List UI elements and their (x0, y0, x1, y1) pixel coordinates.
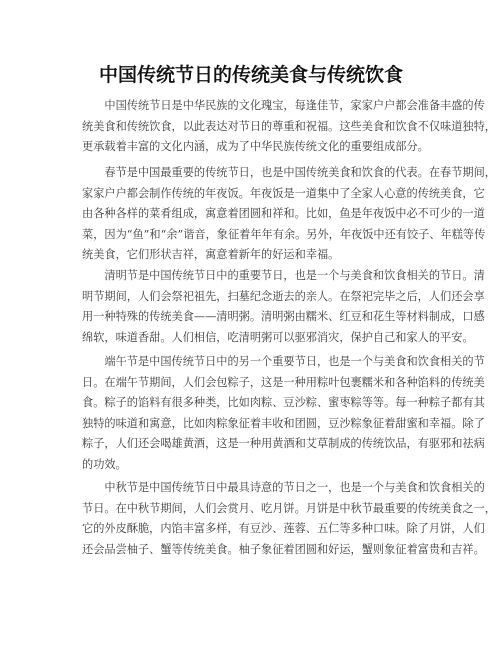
paragraph-line: 还会品尝柚子、蟹等传统美食。柚子象征着团圆和好运，蟹则象征着富贵和吉祥。 (82, 542, 485, 556)
paragraph-qingming (82, 266, 485, 348)
paragraph-line: 更承载着丰富的文化内涵，成为了中华民族传统文化的重要组成部分。 (82, 140, 429, 154)
paragraph-line: 的功效。 (82, 457, 127, 471)
document-title: 中国传统节日的传统美食与传统饮食 (98, 64, 403, 86)
paragraph-line: 它的外皮酥脆，内馅丰富多样，有豆沙、莲蓉、五仁等多种口味。除了月饼，人们 (82, 522, 485, 536)
paragraph-line: 独特的味道和寓意，比如肉粽象征着丰收和团圆，豆沙粽象征着甜蜜和幸福。除了 (82, 416, 485, 430)
paragraph-line: 粽子，人们还会喝雄黄酒，这是一种用黄酒和艾草制成的传统饮品，有驱邪和祛病 (82, 437, 485, 451)
paragraph-line: 中秋节是中国传统节日中最具诗意的节日之一，也是一个与美食和饮食相关的 (82, 481, 485, 494)
paragraph-line: 端午节是中国传统节日中的另一个重要节日，也是一个与美食和饮食相关的节 (82, 355, 485, 368)
paragraph-dragon-boat (82, 352, 485, 476)
paragraph-line: 节日。在中秋节期间，人们会赏月、吃月饼。月饼是中秋节最重要的传统美食之一， (82, 501, 496, 515)
paragraph-line: 由各种各样的菜肴组成，寓意着团圆和祥和。比如，鱼是年夜饭中必不可少的一道 (82, 207, 485, 221)
paragraph-line: 家家户户都会制作传统的年夜饭。年夜饭是一道集中了全家人心意的传统美食，它 (82, 186, 485, 200)
paragraph-line: 清明节是中国传统节日中的重要节日，也是一个与美食和饮食相关的节日。清 (82, 269, 485, 282)
paragraph-mid-autumn (82, 478, 496, 560)
paragraph-line: 中国传统节日是中华民族的文化瑰宝，每逢佳节，家家户户都会准备丰盛的传 (82, 99, 485, 112)
paragraph-line: 食。粽子的馅料有很多种类，比如肉粽、豆沙粽、蜜枣粽等等。每一种粽子都有其 (82, 396, 485, 410)
paragraph-intro (82, 96, 496, 158)
paragraph-line: 菜，因为“鱼”和“余”谐音，象征着年年有余。另外，年夜饭中还有饺子、年糕等传 (82, 227, 486, 241)
paragraph-spring-festival (82, 163, 496, 266)
paragraph-line: 春节是中国最重要的传统节日，也是中国传统美食和饮食的代表。在春节期间， (82, 166, 496, 179)
paragraph-line: 统美食，它们形状吉祥，寓意着新年的好运和幸福。 (82, 248, 340, 262)
paragraph-line: 统美食和传统饮食，以此表达对节日的尊重和祝福。这些美食和饮食不仅味道独特， (82, 119, 496, 133)
paragraph-line: 日。在端午节期间，人们会包粽子，这是一种用粽叶包裹糯米和各种馅料的传统美 (82, 375, 485, 389)
paragraph-line: 明节期间，人们会祭祀祖先，扫墓纪念逝去的亲人。在祭祀完毕之后，人们还会享 (82, 289, 485, 303)
paragraph-line: 绵软，味道香甜。人们相信，吃清明粥可以驱邪消灾，保护自己和家人的平安。 (82, 330, 474, 344)
paragraph-line: 用一种特殊的传统美食——清明粥。清明粥由糯米、红豆和花生等材料制成，口感 (82, 310, 485, 324)
